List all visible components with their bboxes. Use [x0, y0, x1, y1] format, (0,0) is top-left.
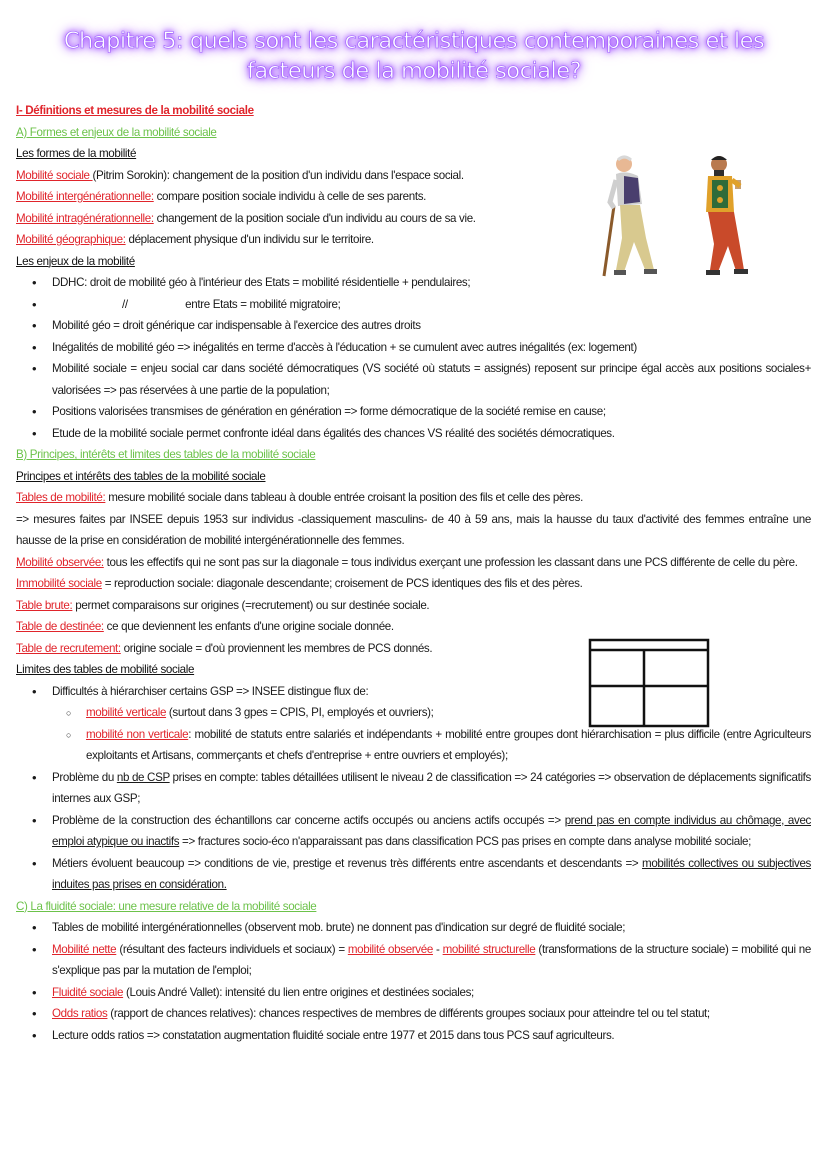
definition-text: changement de la position sociale d'un individu au cours de sa vie.	[153, 211, 476, 225]
term: Mobilité sociale	[16, 168, 93, 182]
section-heading: I- Définitions et mesures de la mobilité sociale	[16, 104, 254, 117]
list-item: • Métiers évoluent beaucoup => conditions de vie, prestige et revenus très différents entre ascendants et descendants => mobilités collectives ou subjectives induites pas prises en considération.	[52, 853, 811, 896]
subsection-heading-a: A) Formes et enjeux de la mobilité sociale	[16, 125, 217, 139]
fluidite-list	[16, 917, 811, 1046]
definition-text: mesure mobilité sociale dans tableau à double entrée croisant la position des fils et celle des pères.	[105, 491, 583, 504]
definition-line	[16, 208, 811, 230]
page-title: Chapitre 5: quels sont les caractéristiques contemporaines et les facteurs de la mobilité sociale?	[63, 28, 765, 84]
definition-line	[16, 573, 811, 595]
list-item: • Mobilité sociale = enjeu social car dans société démocratiques (VS société où statuts = assignés) reposent sur principe égal accès aux positions sociales+ valorisées => pas réservées à une partie de la population;	[52, 358, 811, 401]
term: Table brute:	[16, 598, 73, 612]
definition-line	[16, 165, 811, 187]
term: Mobilité intergénérationnelle:	[16, 190, 154, 203]
definition-line	[16, 487, 811, 509]
list-item: • Tables de mobilité intergénérationnelles (observent mob. brute) ne donnent pas d'indication sur degré de fluidité sociale;	[52, 917, 811, 939]
term: Fluidité sociale	[52, 985, 124, 999]
list-item-continuation: • // entre Etats = mobilité migratoire;	[52, 294, 811, 316]
definition-text: (surtout dans 3 gpes = CPIS, PI, employés et ouvriers);	[166, 706, 434, 719]
definition-text: (Pitrim Sorokin): changement de la position d'un individu dans l'espace social.	[92, 168, 464, 182]
definition-text: tous les effectifs qui ne sont pas sur la diagonale = tous individus exerçant une profession les classant dans une PCS différente de celle du père.	[103, 555, 798, 569]
definition-line	[16, 229, 811, 251]
list-item: • Mobilité géo = droit générique car indispensable à l'exercice des autres droits	[52, 315, 811, 337]
subsection-heading-c: C) La fluidité sociale: une mesure relative de la mobilité sociale	[16, 899, 317, 913]
insee-paragraph: => mesures faites par INSEE depuis 1953 sur individus -classiquement masculins- de 40 à 59 ans, mais la hausse du taux d'activité des femmes entraîne une hausse de la prise en considération de mobilité intergénérationnelle des femmes.	[16, 512, 811, 547]
term: mobilité verticale	[86, 706, 167, 719]
subsection-heading-b: B) Principes, intérêts et limites des tables de la mobilité sociale	[16, 448, 316, 461]
term: mobilité non verticale	[86, 727, 189, 741]
list-item: • Odds ratios (rapport de chances relatives): chances respectives de membres de différents groupes sociaux pour atteindre tel ou tel statut;	[52, 1003, 811, 1025]
list-item: • Inégalités de mobilité géo => inégalités en terme d'accès à l'éducation + se cumulent avec autres inégalités (ex: logement)	[52, 337, 811, 359]
underlined-text: nb de CSP	[116, 770, 170, 784]
term: mobilité structurelle	[442, 942, 536, 956]
list-item-text: Difficultés à hiérarchiser certains GSP => INSEE distingue flux de:	[52, 684, 369, 698]
definition-text: déplacement physique d'un individu sur le territoire.	[125, 233, 374, 246]
term: Mobilité géographique:	[16, 233, 126, 246]
definition-text: = reproduction sociale: diagonale descendante; croisement de PCS identiques des fils et des pères.	[101, 577, 583, 590]
definition-text: permet comparaisons sur origines (=recrutement) ou sur destinée sociale.	[72, 598, 430, 612]
definition-text: compare position sociale individu à celle de ses parents.	[153, 190, 427, 203]
term: mobilité observée	[347, 942, 433, 956]
definition-text: origine sociale = d'où proviennent les membres de PCS donnés.	[120, 641, 433, 655]
document-body	[16, 100, 811, 1046]
definition-text: : mobilité de statuts entre salariés et indépendants + mobilité entre groupes dont hiérarchisation = plus difficile (entre Agriculteurs exploitants et Artisans, commerçants et chefs d'entreprise + entre ouvriers et employés);	[86, 727, 811, 762]
formes-title: Les formes de la mobilité	[16, 147, 137, 160]
sublist	[52, 702, 811, 767]
underlined-text: prend pas en compte individus au chômage, avec emploi atypique ou inactifs	[52, 813, 811, 848]
definition-line	[16, 186, 811, 208]
limites-title: Limites des tables de mobilité sociale	[16, 663, 195, 676]
enjeux-title: Les enjeux de la mobilité	[16, 254, 135, 268]
term: Mobilité observée:	[16, 555, 104, 569]
list-item	[52, 681, 811, 767]
limites-list	[16, 681, 811, 896]
enjeux-list	[16, 272, 811, 444]
term: Mobilité nette	[52, 942, 117, 956]
list-item: • DDHC: droit de mobilité géo à l'intérieur des Etats = mobilité résidentielle + pendulaires;	[52, 272, 811, 294]
definition-line	[16, 595, 811, 617]
term: Table de destinée:	[16, 620, 104, 633]
definition-line	[16, 552, 811, 574]
principes-title: Principes et intérêts des tables de la mobilité sociale	[16, 469, 266, 483]
definition-text: ce que deviennent les enfants d'une origine sociale donnée.	[103, 620, 394, 633]
term: Table de recrutement:	[16, 641, 121, 655]
list-item: • Mobilité nette (résultant des facteurs individuels et sociaux) = mobilité observée - mobilité structurelle (transformations de la structure sociale) = mobilité qui ne s'explique pas par la mutation de l'emploi;	[52, 939, 811, 982]
list-item: • Problème du nb de CSP prises en compte: tables détaillées utilisent le niveau 2 de classification => 24 catégories => observation de déplacements significatifs internes aux GSP;	[52, 767, 811, 810]
definition-line	[16, 616, 811, 638]
term: Immobilité sociale	[16, 577, 102, 590]
list-item: • Etude de la mobilité sociale permet confronte idéal dans égalités des chances VS réalité des sociétés démocratiques.	[52, 423, 811, 445]
term: Tables de mobilité:	[16, 491, 106, 504]
term: Mobilité intragénérationnelle:	[16, 211, 154, 225]
sublist-item	[86, 724, 811, 767]
sublist-item	[86, 702, 811, 724]
list-item: • Problème de la construction des échantillons car concerne actifs occupés ou anciens actifs occupés => prend pas en compte individus au chômage, avec emploi atypique ou inactifs => fractures socio-éco n'apparaissant pas dans classification PCS pas prises en compte dans analyse mobilité sociale;	[52, 810, 811, 853]
list-item: • Positions valorisées transmises de génération en génération => forme démocratique de la société remise en cause;	[52, 401, 811, 423]
list-item: • Fluidité sociale (Louis André Vallet): intensité du lien entre origines et destinées sociales;	[52, 982, 811, 1004]
term: Odds ratios	[52, 1007, 108, 1020]
definition-line	[16, 638, 811, 660]
underlined-text: mobilités collectives ou subjectives induites pas prises en considération.	[52, 856, 811, 891]
list-item: • Lecture odds ratios => constatation augmentation fluidité sociale entre 1977 et 2015 dans tous PCS sauf agriculteurs.	[52, 1025, 811, 1047]
